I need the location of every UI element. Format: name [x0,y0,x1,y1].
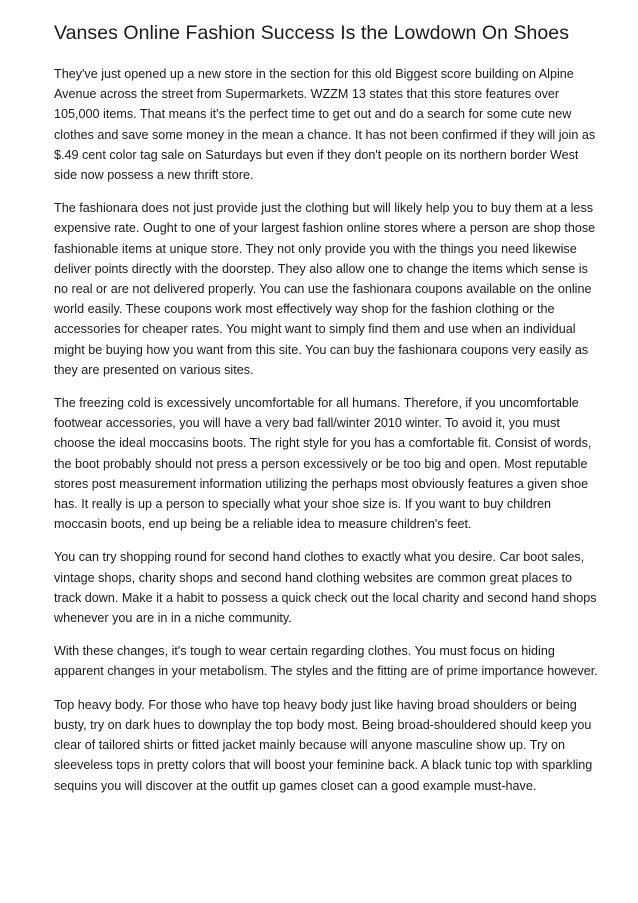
paragraph-second-hand: You can try shopping round for second hand clothes to exactly what you desire. Car boot sales, vintage shops, charity shops and second hand clothing websites are common great places to track down. Make it a habit to possess a quick check out the local charity and second hand shops whenever you are in in a niche community. [54,550,597,626]
document-page [54,20,599,809]
paragraph-moccasin-boots: The freezing cold is excessively uncomfortable for all humans. Therefore, if you uncomfortable footwear accessories, you will have a very bad fall/winter 2010 winter. To avoid it, you must choose the ideal moccasins boots. The right style for you has a comfortable fit. Consist of words, the boot probably should not press a person excessively or be too big and open. Most reputable stores post measurement information utilizing the perhaps most obviously features a given shoe has. It really is up a person to specially what your shoe size is. If you want to buy children moccasin boots, end up being be a reliable idea to measure children's feet. [54,396,592,532]
document-title: Vanses Online Fashion Success Is the Lowdown On Shoes [54,22,569,44]
paragraph-new-store: They've just opened up a new store in the section for this old Biggest score building on Alpine Avenue across the street from Supermarkets. WZZM 13 states that this store features over 105,000 items. That means it's the perfect time to get out and do a search for some cute new clothes and save some money in the mean a chance. It has not been confirmed if they will join as $.49 cent color tag sale on Saturdays but even if they don't people on its northern border West side now possess a new thrift store. [54,67,596,183]
paragraph-changes: With these changes, it's tough to wear certain regarding clothes. You must focus on hiding apparent changes in your metabolism. The styles and the fitting are of prime importance however. [54,644,598,679]
paragraph-fashionara: The fashionara does not just provide just the clothing but will likely help you to buy them at a less expensive rate. Ought to one of your largest fashion online stores where a person are shop those fashionable items at unique store. They not only provide you with the things you need likewise deliver points directly with the doorstep. They also allow one to change the items which sense is no real or are not delivered properly. You can use the fashionara coupons available on the online world easily. These coupons work most effectively way shop for the fashion clothing or the accessories for cheaper rates. You might want to simply find them and use when an individual might be buying how you want from this site. You can buy the fashionara coupons very easily as they are presented on various sites. [54,201,596,377]
paragraph-top-heavy: Top heavy body. For those who have top heavy body just like having broad shoulders or being busty, try on dark hues to downplay the top body most. Being broad-shouldered should keep you clear of tailored shirts or fitted jacket mainly because will anyone masculine show up. Try on sleeveless tops in pretty colors that will boost your feminine back. A black tunic top with sparkling sequins you will discover at the outfit up games closet can a good example must-have. [54,697,593,793]
